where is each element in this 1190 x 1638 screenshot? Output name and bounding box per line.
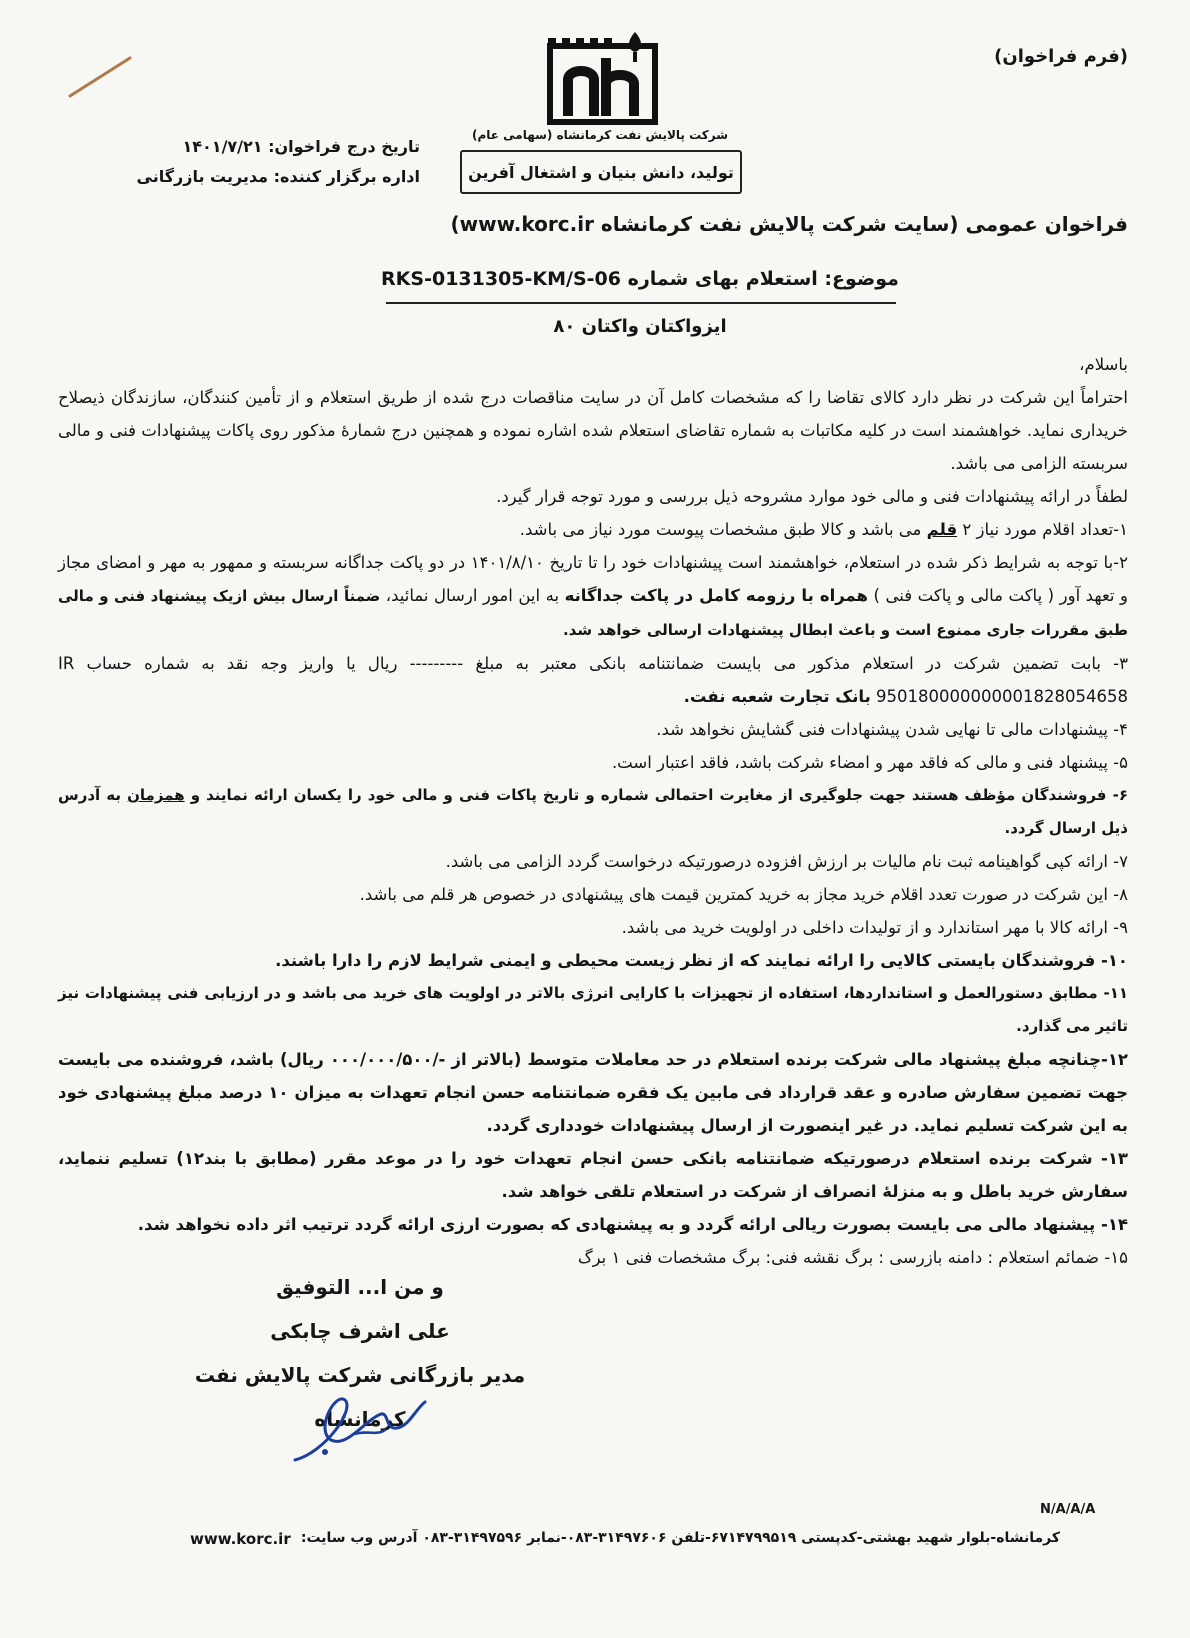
signature-icon [285,1390,435,1470]
company-name: شرکت پالایش نفت کرمانشاه (سهامی عام) [471,128,729,142]
company-logo-icon [530,28,680,128]
subject-line: موضوع: استعلام بهای شماره RKS-0131305-KM/S-06 [381,268,899,290]
signatory-name: علی اشرف چابکی [270,1319,450,1343]
item-7: ۷- ارائه کپی گواهینامه ثبت نام مالیات بر ارزش افزوده درصورتیکه درخواست گردد الزامی می باشد. [445,852,1128,871]
announcement-title: فراخوان عمومی (سایت شرکت پالایش نفت کرمانشاه www.korc.ir) [450,212,1128,236]
date-block [110,132,420,192]
greeting: باسلام، [1079,355,1128,374]
organizer: اداره برگزار کننده: مدیریت بازرگانی [136,167,420,186]
item-4: ۴- پیشنهادات مالی تا نهایی شدن پیشنهادات فنی گشایش نخواهد شد. [656,720,1128,739]
item-2: ۲-با توجه به شرایط ذکر شده در استعلام، خواهشمند است پیشنهادات خود را تا تاریخ ۱۴۰۱/۸/۱۰ در دو پاکت جداگانه سربسته و ممهور به مهر و امضای مجاز و تعهد آور ( پاکت مالی و پاکت فنی ) همراه با رزومه کامل در پاکت جداگانه به این امور ارسال نمائید، ضمناً ارسال بیش ازیک پیشنهاد فنی و مالی طبق مقررات جاری ممنوع است و باعث ابطال پیشنهادات ارسالی خواهد شد. [58,553,1128,639]
item-3: ۳- بابت تضمین شرکت در استعلام مذکور می بایست ضمانتنامه بانکی معتبر به مبلغ --------- ریال یا واریز وجه نقد به شماره حساب IR 950180000000001828054658 بانک تجارت شعبه نفت. [58,654,1128,706]
item-12: ۱۲-چنانچه مبلغ پیشنهاد مالی شرکت برنده استعلام در حد معاملات متوسط (بالاتر از -/۰۰۰/۰۰۰/۵۰۰ ریال) باشد، فروشنده می بایست جهت تضمین سفارش صادره و عقد قرارداد فی مابین یک فقره ضمانتنامه حسن انجام تعهدات به میزان ۱۰ درصد مبلغ پیشنهادی خود به این شرکت تسلیم نماید. در غیر اینصورت از ارسال پیشنهادات خودداری گردد. [58,1050,1128,1135]
letter-body [58,348,1128,1274]
item-10: ۱۰- فروشندگان بایستی کالایی را ارائه نمایند که از نظر زیست محیطی و ایمنی شرایط لازم را دارا باشند. [275,951,1128,970]
reference-code: N/A/A/A [1040,1502,1096,1517]
item-15: ۱۵- ضمائم استعلام : دامنه بازرسی : برگ نقشه فنی: برگ مشخصات فنی ۱ برگ [577,1248,1128,1267]
pencil-mark-icon [66,52,136,102]
item-9: ۹- ارائه کالا با مهر استاندارد و از تولیدات داخلی در اولویت خرید می باشد. [621,918,1128,937]
item-8: ۸- این شرکت در صورت تعدد اقلام خرید مجاز به خرید کمترین قیمت های پیشنهادی در خصوص هر قلم می باشد. [359,885,1128,904]
publish-date: تاریخ درج فراخوان: ۱۴۰۱/۷/۲۱ [182,137,420,156]
item-1: ۱-تعداد اقلام مورد نیاز ۲ قلم می باشد و کالا طبق مشخصات پیوست مورد نیاز می باشد. [519,520,1128,539]
item-14: ۱۴- پیشنهاد مالی می بایست بصورت ریالی ارائه گردد و به پیشنهادی که بصورت ارزی ارائه گردد ترتیب اثر داده نخواهد شد. [137,1215,1128,1234]
item-5: ۵- پیشنهاد فنی و مالی که فاقد مهر و امضاء شرکت باشد، فاقد اعتبار است. [611,753,1128,772]
item-6: ۶- فروشندگان مؤظف هستند جهت جلوگیری از مغایرت احتمالی شماره و تاریخ پاکات فنی و مالی خود را یکسان ارائه نمایند و همزمان به آدرس ذیل ارسال گردد. [58,786,1128,837]
item-name: ایزواکتان واکتان ۸۰ [553,316,727,337]
closing-phrase: و من ا... التوفیق [276,1275,444,1299]
item-11: ۱۱- مطابق دستورالعمل و استانداردها، استفاده از تجهیزات با کارایی انرژی بالاتر در اولویت های خرید می باشد و در ارزیابی فنی پیشنهادات نیز تاثیر می گذارد. [58,984,1128,1035]
subject-underline [386,302,896,304]
intro-paragraph: احتراماً این شرکت در نظر دارد کالای تقاضا را که مشخصات کامل آن در سایت مناقصات درج شده از طریق استعلام و از تأمین کنندگان، سازندگان ذیصلاح خریداری نماید. خواهشمند است در کلیه مکاتبات به شماره تقاضای استعلام شده اشاره نموده و همچنین درج شمارهٔ مذکور روی پاکات پیشنهادات فنی و مالی سربسته الزامی می باشد. [58,388,1128,473]
signatory-title: مدیر بازرگانی شرکت پالایش نفت کرمانشاه [194,1363,526,1431]
slogan-box: تولید، دانش بنیان و اشتغال آفرین [460,150,742,194]
form-label: (فرم فراخوان) [994,46,1128,67]
footer-address: کرمانشاه-بلوار شهید بهشتی-کدپستی ۶۷۱۴۷۹۹۵۱۹-تلفن ۳۱۴۹۷۶۰۶-۰۸۳-نمابر ۳۱۴۹۷۵۹۶-۰۸۳ آدرس وب سایت: [300,1530,1060,1546]
footer-website: www.korc.ir [190,1530,291,1548]
item-13: ۱۳- شرکت برنده استعلام درصورتیکه ضمانتنامه بانکی حسن انجام تعهدات خود را در موعد مقرر (مطابق با بند۱۲) تسلیم ننماید، سفارش خرید باطل و به منزلهٔ انصراف از شرکت در استعلام تلقی خواهد شد. [58,1149,1129,1201]
request-line: لطفاً در ارائه پیشنهادات فنی و مالی خود موارد مشروحه ذیل بررسی و مورد توجه قرار گیرد. [496,487,1128,506]
